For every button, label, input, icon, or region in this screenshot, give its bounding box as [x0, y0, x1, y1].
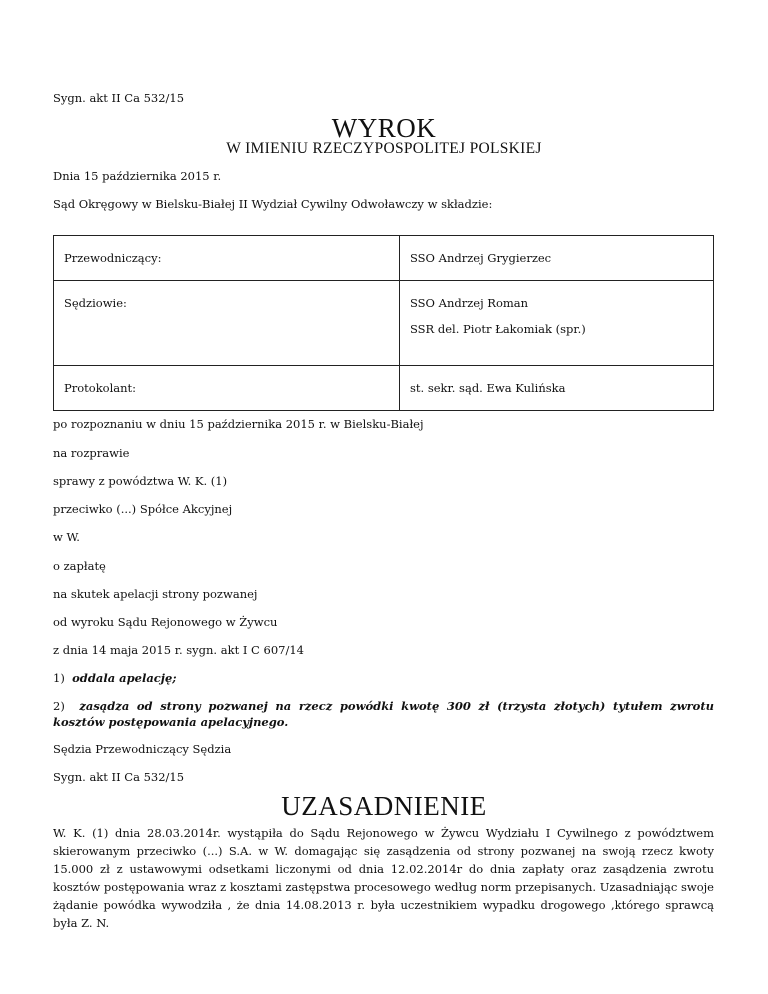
ruling-point-1: [53, 670, 714, 686]
table-row: [54, 281, 714, 366]
judgment-date: Dnia 15 października 2015 r.: [53, 169, 222, 183]
table-row: [54, 366, 714, 411]
table-cell: [400, 366, 714, 411]
body-line: z dnia 14 maja 2015 r. sygn. akt I C 607/14: [53, 643, 304, 657]
table-cell: [400, 281, 714, 366]
judgment-title: WYROK: [331, 113, 437, 143]
body-line: po rozpoznaniu w dniu 15 października 2015 r. w Bielsku-Białej: [53, 417, 424, 431]
table-cell: [54, 366, 400, 411]
body-line: o zapłatę: [53, 559, 106, 573]
table-cell: [54, 281, 400, 366]
case-signature-bottom: Sygn. akt II Ca 532/15: [53, 770, 185, 784]
body-line: w W.: [53, 530, 80, 544]
body-line: na skutek apelacji strony pozwanej: [53, 587, 258, 601]
point-number: 1): [53, 671, 65, 685]
judge-name: SSR del. Piotr Łakomiak (spr.): [410, 322, 586, 336]
court-composition: Sąd Okręgowy w Bielsku-Białej II Wydział Cywilny Odwoławczy w składzie:: [53, 197, 493, 211]
clerk-label: Protokolant:: [64, 381, 137, 395]
justification-title: UZASADNIENIE: [281, 791, 487, 821]
court-panel-table: [53, 235, 714, 411]
table-row: [54, 236, 714, 281]
point-number: 2): [53, 699, 65, 713]
body-line: od wyroku Sądu Rejonowego w Żywcu: [53, 615, 278, 629]
judges-label: Sędziowie:: [64, 296, 127, 310]
point-text: zasądza od strony pozwanej na rzecz powódki kwotę 300 zł (trzysta złotych) tytułem zwrotu kosztów postępowania apelacyjnego.: [53, 699, 714, 729]
body-line: przeciwko (...) Spółce Akcyjnej: [53, 502, 233, 516]
justification-paragraph: W. K. (1) dnia 28.03.2014r. wystąpiła do Sądu Rejonowego w Żywcu Wydziału I Cywilnego z powództwem skierowanym przeciwko (...) S.A. w W. domagając się zasądzenia od strony pozwanej na swoją rzecz kwoty 15.000 zł z ustawowymi odsetkami liczonymi od dnia 12.02.2014r do dnia zapłaty oraz zasądzenia zwrotu kosztów postępowania wraz z kosztami zastępstwa procesowego według norm przepisanych. Uzasadniając swoje żądanie powódka wywodziła , że dnia 14.08.2013 r. była uczestnikiem wypadku drogowego ,którego sprawcą była Z. N.: [53, 826, 714, 930]
judgment-subtitle: W IMIENIU RZECZYPOSPOLITEJ POLSKIEJ: [226, 140, 542, 157]
clerk-name: st. sekr. sąd. Ewa Kulińska: [410, 381, 566, 395]
ruling-point-2: [53, 698, 714, 730]
point-text: oddala apelację;: [72, 671, 177, 685]
case-signature-top: Sygn. akt II Ca 532/15: [53, 91, 185, 105]
body-line: sprawy z powództwa W. K. (1): [53, 474, 228, 488]
signatures-line: Sędzia Przewodniczący Sędzia: [53, 742, 232, 756]
body-line: na rozprawie: [53, 446, 130, 460]
presiding-name: SSO Andrzej Grygierzec: [410, 251, 552, 265]
presiding-label: Przewodniczący:: [64, 251, 162, 265]
judge-name: SSO Andrzej Roman: [410, 296, 529, 310]
table-cell: [400, 236, 714, 281]
table-cell: [54, 236, 400, 281]
